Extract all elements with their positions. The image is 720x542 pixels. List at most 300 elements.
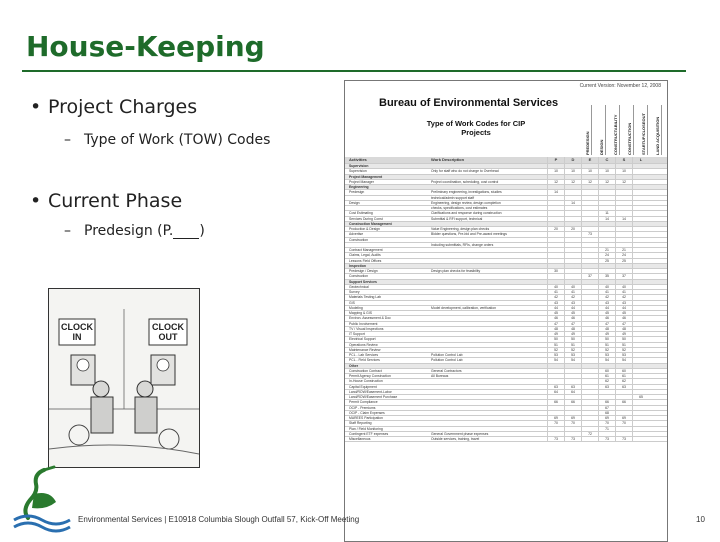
code-cell: 62 xyxy=(615,379,632,383)
description-cell: Bidder questions, Pre-bid and Pre-award meetings xyxy=(431,232,507,237)
code-cell: 47 xyxy=(547,322,564,326)
code-cell: 52 xyxy=(547,348,564,352)
code-cell xyxy=(632,227,649,231)
code-cell xyxy=(564,432,581,436)
phase-col-design: DESIGN xyxy=(599,105,606,155)
code-cell xyxy=(615,364,632,368)
header-cell: P xyxy=(547,157,564,163)
code-cell xyxy=(632,316,649,320)
code-cell: 44 xyxy=(564,306,581,310)
code-cell: 52 xyxy=(615,348,632,352)
activity-cell: Construction xyxy=(349,274,369,279)
code-cell xyxy=(547,274,564,278)
code-cell xyxy=(581,353,598,357)
code-cell: 43 xyxy=(547,301,564,305)
activity-cell: TV / Visual Inspections xyxy=(349,326,384,331)
code-cell xyxy=(581,400,598,404)
description-cell xyxy=(431,379,547,383)
description-cell xyxy=(431,301,547,305)
description-cell: checks, specifications, cost estimates xyxy=(431,206,488,210)
code-cell xyxy=(581,290,598,294)
code-cell xyxy=(598,185,615,189)
code-cell xyxy=(581,280,598,284)
description-cell xyxy=(431,343,547,347)
code-cell xyxy=(615,238,632,242)
code-cell xyxy=(598,196,615,200)
code-cell: 10 xyxy=(598,169,615,173)
code-cell xyxy=(581,269,598,273)
code-cell: 49 xyxy=(547,332,564,336)
header-cell: C xyxy=(598,157,615,163)
code-cell: 70 xyxy=(564,421,581,425)
code-cell: 40 xyxy=(598,285,615,289)
activity-cell: Modeling xyxy=(349,305,363,310)
description-cell: Engineering, design review, design completion xyxy=(431,200,501,205)
activity-cell: Cost Estimating xyxy=(349,211,373,216)
activity-cell: Other xyxy=(349,363,359,368)
code-cell: 51 xyxy=(547,343,564,347)
code-cell: 46 xyxy=(564,316,581,320)
code-cell xyxy=(632,232,649,236)
code-cell xyxy=(547,259,564,263)
activity-cell: Mapping & GIS xyxy=(349,311,372,315)
subbullet-suffix: ) xyxy=(199,223,205,239)
code-cell xyxy=(632,169,649,173)
code-cell: 48 xyxy=(615,327,632,331)
document-subheading: Type of Work Codes for CIP Projects xyxy=(426,119,526,137)
code-cell xyxy=(581,217,598,221)
code-cell xyxy=(632,337,649,341)
description-cell xyxy=(431,332,547,336)
code-cell: 25 xyxy=(598,259,615,263)
bullet-text: Project Charges xyxy=(48,96,198,118)
code-cell xyxy=(581,337,598,341)
description-cell xyxy=(431,290,547,294)
tow-table xyxy=(345,157,667,442)
code-cell: 20 xyxy=(547,227,564,231)
code-cell xyxy=(547,196,564,200)
code-cell xyxy=(632,306,649,310)
description-cell: Submittal & RFI support, technical xyxy=(431,216,483,221)
activity-cell: Project Manager xyxy=(349,179,374,184)
header-cell: D xyxy=(564,157,581,163)
code-cell: 10 xyxy=(547,169,564,173)
code-cell xyxy=(547,395,564,399)
code-cell xyxy=(632,211,649,215)
description-cell xyxy=(431,280,547,284)
code-cell xyxy=(598,395,615,399)
code-cell xyxy=(615,269,632,273)
description-cell xyxy=(431,164,547,168)
code-cell: 67 xyxy=(598,406,615,410)
code-cell xyxy=(615,175,632,179)
description-cell: Design plan checks for feasibility xyxy=(431,269,481,273)
code-cell xyxy=(581,437,598,441)
code-cell xyxy=(581,243,598,247)
code-cell: 66 xyxy=(598,400,615,404)
activity-cell: Land/ROW/Easement-Labor xyxy=(349,389,392,394)
code-cell xyxy=(547,238,564,242)
description-cell xyxy=(431,390,547,394)
description-cell xyxy=(431,274,547,278)
code-cell: 60 xyxy=(615,369,632,373)
activity-cell: Design xyxy=(349,200,360,205)
activity-cell: Survey xyxy=(349,290,360,294)
description-cell: Only for staff who do not charge to Overhead xyxy=(431,169,499,174)
dash-glyph: – xyxy=(64,223,71,239)
code-cell: 12 xyxy=(598,180,615,184)
description-cell xyxy=(431,427,547,431)
code-cell xyxy=(598,190,615,194)
code-cell xyxy=(564,269,581,273)
code-cell: 40 xyxy=(615,285,632,289)
code-cell xyxy=(632,248,649,252)
code-cell: 64 xyxy=(547,390,564,394)
code-cell: 24 xyxy=(598,253,615,257)
code-cell: 48 xyxy=(547,327,564,331)
page-number: 10 xyxy=(696,515,705,524)
code-cell xyxy=(615,211,632,215)
description-cell xyxy=(431,285,547,289)
code-cell xyxy=(547,264,564,268)
description-cell: Pollution Control Lab xyxy=(431,358,463,363)
code-cell xyxy=(581,348,598,352)
code-cell xyxy=(632,353,649,357)
description-cell xyxy=(431,264,547,268)
activity-cell: Predesign xyxy=(349,190,365,195)
code-cell xyxy=(632,421,649,425)
activity-cell: PCL - Lab Services xyxy=(349,353,379,357)
code-cell: 12 xyxy=(564,180,581,184)
code-cell xyxy=(615,390,632,394)
phase-col-land: LAND ACQUISITION xyxy=(655,105,662,155)
code-cell xyxy=(581,248,598,252)
code-cell xyxy=(632,427,649,431)
table-header-row xyxy=(345,157,667,164)
phase-col-predesign: PREDESIGN xyxy=(585,105,592,155)
code-cell xyxy=(632,364,649,368)
code-cell xyxy=(564,196,581,200)
code-cell xyxy=(581,421,598,425)
code-cell xyxy=(632,369,649,373)
code-cell xyxy=(615,264,632,268)
code-cell: 44 xyxy=(598,306,615,310)
code-cell xyxy=(581,416,598,420)
code-cell: 69 xyxy=(615,416,632,420)
activity-cell: Permit Agency Construction xyxy=(349,374,391,378)
phase-col-construction: CONSTRUCTION xyxy=(627,105,634,155)
code-cell xyxy=(615,427,632,431)
code-cell: 49 xyxy=(615,332,632,336)
description-cell xyxy=(431,348,547,352)
code-cell xyxy=(581,238,598,242)
bullet-glyph: • xyxy=(30,190,42,212)
code-cell xyxy=(564,427,581,431)
code-cell xyxy=(615,196,632,200)
activity-cell: Services During Const xyxy=(349,216,383,221)
code-cell xyxy=(581,385,598,389)
code-cell xyxy=(581,369,598,373)
code-cell xyxy=(547,280,564,284)
description-cell xyxy=(431,185,547,189)
code-cell xyxy=(632,285,649,289)
activity-cell: Advertise xyxy=(349,232,364,237)
code-cell xyxy=(598,432,615,436)
code-cell xyxy=(632,253,649,257)
description-cell: Preliminary engineering, investigations, studies xyxy=(431,190,502,195)
activity-cell xyxy=(345,196,431,200)
code-cell: 52 xyxy=(564,348,581,352)
code-cell: 50 xyxy=(598,337,615,341)
code-cell xyxy=(632,243,649,247)
activity-cell: Claims, Legal, Audits xyxy=(349,253,381,258)
code-cell xyxy=(581,190,598,194)
code-cell xyxy=(547,243,564,247)
code-cell xyxy=(564,395,581,399)
clock-out-sign: CLOCK OUT xyxy=(152,322,184,342)
code-cell xyxy=(581,206,598,210)
code-cell: 46 xyxy=(547,316,564,320)
activity-cell: OCIP - Claim Expenses xyxy=(349,410,385,415)
code-cell: 68 xyxy=(598,411,615,415)
code-cell xyxy=(632,217,649,221)
code-cell xyxy=(632,406,649,410)
activity-cell: Construction Management xyxy=(349,221,392,226)
code-cell xyxy=(547,232,564,236)
activity-cell: Project Management xyxy=(349,174,383,179)
code-cell: 66 xyxy=(564,400,581,404)
description-cell xyxy=(431,316,547,320)
code-cell: 11 xyxy=(598,211,615,215)
description-cell: All Bureaus xyxy=(431,374,449,378)
header-cell: Activities xyxy=(349,157,367,162)
heron-logo-drawing xyxy=(10,464,72,534)
description-cell: Value Engineering, design plan checks xyxy=(431,227,490,231)
activity-cell: Permit Compliance xyxy=(349,400,378,405)
code-cell xyxy=(632,358,649,362)
code-cell: 41 xyxy=(564,290,581,294)
code-cell xyxy=(547,222,564,226)
activity-cell: Land/ROW/Easement Purchase xyxy=(349,395,398,399)
code-cell: 14 xyxy=(598,217,615,221)
code-cell: 45 xyxy=(598,311,615,315)
code-cell xyxy=(632,400,649,404)
code-cell: 51 xyxy=(615,343,632,347)
code-cell: 70 xyxy=(615,421,632,425)
code-cell xyxy=(632,432,649,436)
code-cell xyxy=(632,374,649,378)
code-cell xyxy=(547,374,564,378)
description-cell xyxy=(431,311,547,315)
description-cell: Pollution Control Lab xyxy=(431,353,463,357)
code-cell: 43 xyxy=(598,301,615,305)
code-cell: 49 xyxy=(598,332,615,336)
code-cell xyxy=(581,311,598,315)
code-cell xyxy=(598,175,615,179)
code-cell xyxy=(632,343,649,347)
activity-cell: Support Services xyxy=(349,279,377,284)
code-cell xyxy=(632,180,649,184)
code-cell xyxy=(581,343,598,347)
code-cell xyxy=(581,374,598,378)
code-cell xyxy=(564,259,581,263)
code-cell xyxy=(632,348,649,352)
code-cell xyxy=(581,411,598,415)
code-cell xyxy=(581,327,598,331)
code-cell: 61 xyxy=(598,374,615,378)
code-cell xyxy=(598,232,615,236)
code-cell: 30 xyxy=(547,269,564,273)
activity-cell: OCIP - Premiums xyxy=(349,405,376,410)
code-cell xyxy=(581,227,598,231)
phase-col-constructability: CONSTRUCTABILITY xyxy=(613,105,620,155)
code-cell: 12 xyxy=(581,180,598,184)
code-cell xyxy=(581,222,598,226)
cartoon-drawing xyxy=(49,289,199,467)
subbullet-text: Type of Work (TOW) Codes xyxy=(84,132,271,148)
code-cell xyxy=(598,390,615,394)
code-cell xyxy=(581,253,598,257)
code-cell xyxy=(547,164,564,168)
code-cell: 14 xyxy=(615,217,632,221)
code-cell xyxy=(632,238,649,242)
code-cell: 43 xyxy=(615,301,632,305)
activity-cell xyxy=(345,243,431,247)
activity-cell: MAREES Participation xyxy=(349,416,383,420)
activity-cell: Supervision xyxy=(349,169,367,174)
code-cell: 41 xyxy=(615,290,632,294)
phase-col-startup: STARTUP/CLOSEOUT xyxy=(641,105,648,155)
code-cell xyxy=(564,374,581,378)
code-cell: 62 xyxy=(598,379,615,383)
code-cell: 73 xyxy=(547,437,564,441)
activity-cell: Engineering xyxy=(349,185,369,189)
code-cell xyxy=(632,411,649,415)
description-cell xyxy=(431,322,547,326)
description-cell xyxy=(431,411,547,415)
code-cell: 10 xyxy=(615,169,632,173)
code-cell xyxy=(581,322,598,326)
subbullet-predesign xyxy=(64,223,205,239)
code-cell xyxy=(598,243,615,247)
code-cell xyxy=(581,185,598,189)
description-cell xyxy=(431,364,547,368)
code-cell xyxy=(581,164,598,168)
code-cell xyxy=(615,185,632,189)
code-cell: 60 xyxy=(598,369,615,373)
activity-cell: Predesign / Design xyxy=(349,269,378,273)
code-cell xyxy=(581,364,598,368)
code-cell xyxy=(632,416,649,420)
code-cell xyxy=(581,406,598,410)
heron-logo-icon xyxy=(10,464,72,534)
activity-cell xyxy=(345,206,431,210)
description-cell xyxy=(431,253,547,257)
code-cell: 25 xyxy=(615,259,632,263)
code-cell xyxy=(632,385,649,389)
code-cell xyxy=(581,301,598,305)
code-cell xyxy=(564,411,581,415)
code-cell: 46 xyxy=(598,316,615,320)
code-cell: 12 xyxy=(615,180,632,184)
activity-cell: Materials Testing Lab xyxy=(349,295,381,300)
code-cell xyxy=(615,232,632,236)
activity-cell: Inspection xyxy=(349,263,366,268)
code-cell: 40 xyxy=(547,285,564,289)
activity-cell: In-House Construction xyxy=(349,379,383,384)
code-cell: 43 xyxy=(564,301,581,305)
code-cell: 63 xyxy=(547,385,564,389)
description-cell xyxy=(431,295,547,299)
code-cell: 72 xyxy=(581,432,598,436)
code-cell xyxy=(564,217,581,221)
description-cell xyxy=(431,385,547,389)
code-cell: 12 xyxy=(547,180,564,184)
code-cell xyxy=(581,264,598,268)
code-cell: 69 xyxy=(547,416,564,420)
code-cell: 51 xyxy=(564,343,581,347)
header-cell: E xyxy=(581,157,598,163)
clock-in-sign: CLOCK IN xyxy=(61,322,93,342)
description-cell: Clarifications and response during construction xyxy=(431,211,502,216)
code-cell: 66 xyxy=(615,400,632,404)
code-cell xyxy=(632,379,649,383)
code-cell xyxy=(632,269,649,273)
bullet-current-phase xyxy=(30,190,182,212)
code-cell: 37 xyxy=(581,274,598,278)
code-cell xyxy=(547,217,564,221)
description-cell: Model development, calibration, verification xyxy=(431,305,497,310)
slide-title: House-Keeping xyxy=(26,30,265,63)
code-cell xyxy=(564,175,581,179)
code-cell: 66 xyxy=(547,400,564,404)
code-cell xyxy=(598,227,615,231)
code-cell: 69 xyxy=(564,416,581,420)
code-cell xyxy=(632,206,649,210)
code-cell xyxy=(547,364,564,368)
code-cell xyxy=(564,238,581,242)
code-cell: 71 xyxy=(598,427,615,431)
description-cell xyxy=(431,248,547,252)
code-cell xyxy=(615,206,632,210)
code-cell: 37 xyxy=(615,274,632,278)
code-cell: 48 xyxy=(598,327,615,331)
fill-in-blank xyxy=(173,224,199,239)
code-cell: 45 xyxy=(564,311,581,315)
code-cell: 69 xyxy=(598,416,615,420)
activity-cell: Electrical Support xyxy=(349,337,376,342)
code-cell xyxy=(547,185,564,189)
code-cell: 46 xyxy=(615,316,632,320)
code-cell xyxy=(632,280,649,284)
description-cell xyxy=(431,337,547,341)
code-cell xyxy=(581,306,598,310)
code-cell: 61 xyxy=(615,374,632,378)
activity-cell: Operations Review xyxy=(349,342,378,347)
code-cell xyxy=(615,227,632,231)
description-cell: Including submittals, RFIs, change orders xyxy=(431,242,494,247)
activity-cell: Contract Management xyxy=(349,248,383,252)
code-cell xyxy=(632,390,649,394)
bullet-text: Current Phase xyxy=(48,190,183,212)
code-cell: 70 xyxy=(547,421,564,425)
clock-in-cartoon xyxy=(48,288,200,468)
code-cell xyxy=(547,411,564,415)
code-cell xyxy=(632,295,649,299)
code-cell: 10 xyxy=(564,169,581,173)
code-cell xyxy=(615,164,632,168)
code-cell xyxy=(547,206,564,210)
